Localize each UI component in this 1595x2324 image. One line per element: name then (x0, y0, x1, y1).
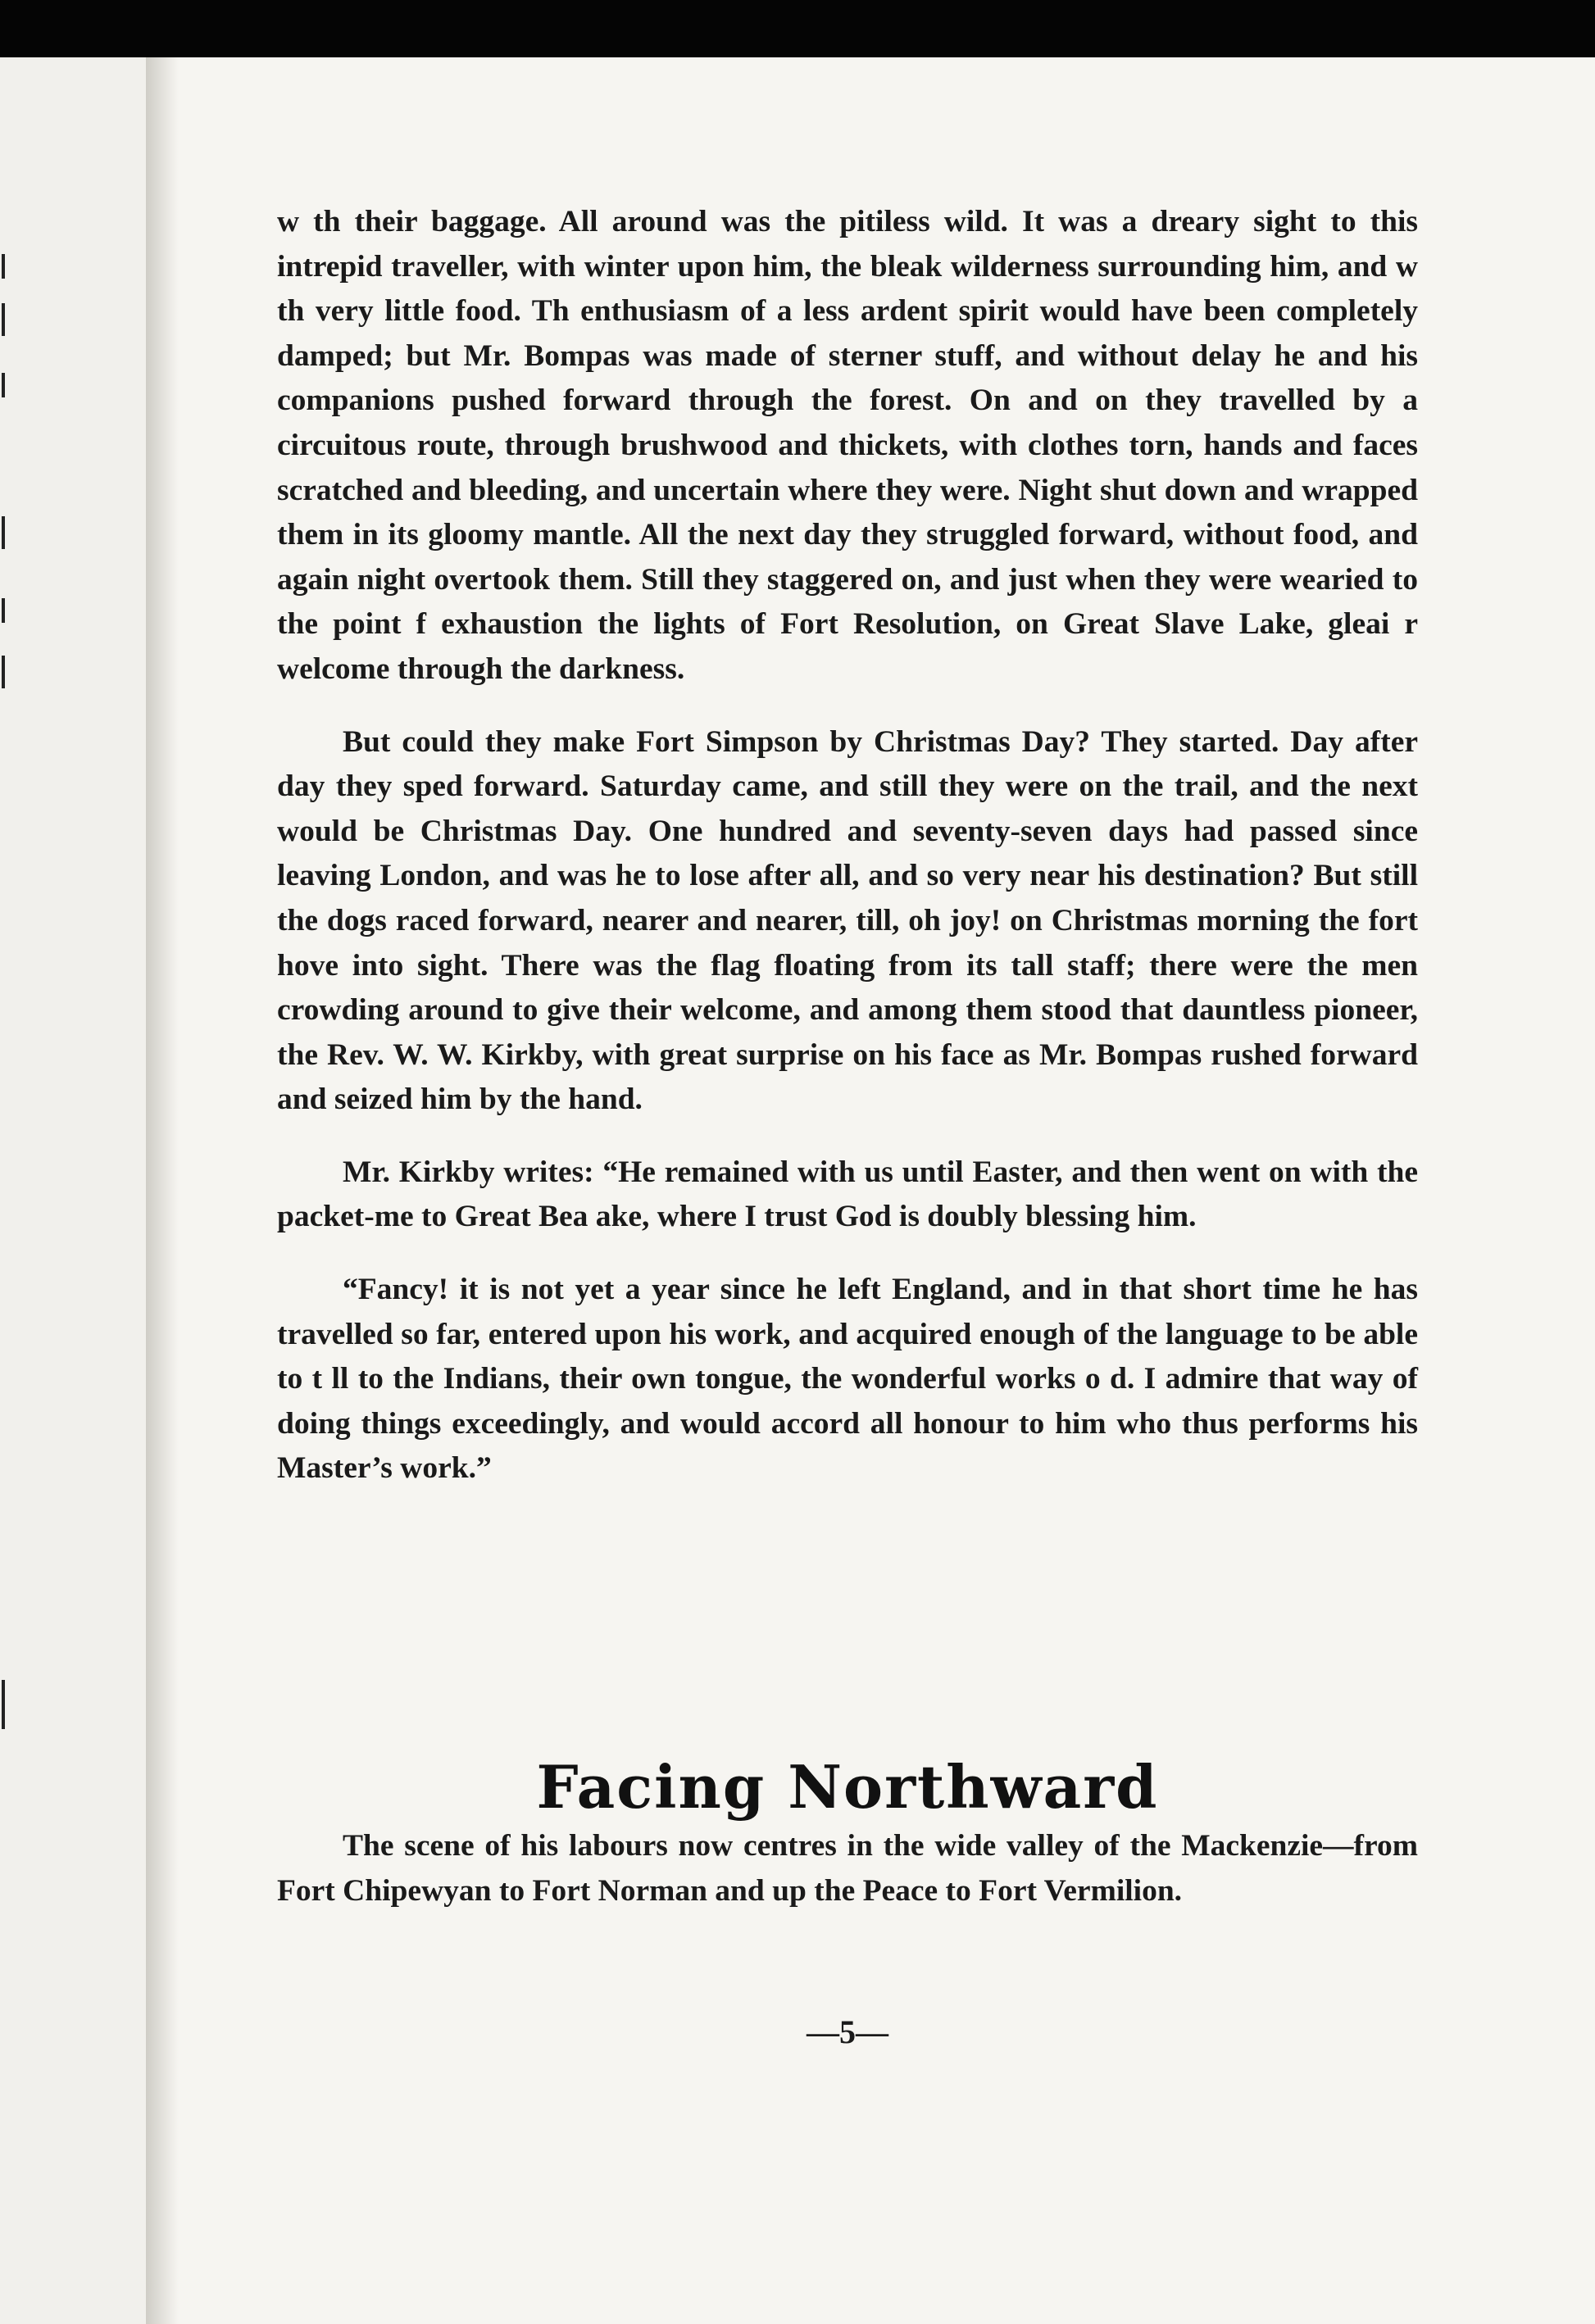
edge-mark (2, 373, 5, 397)
edge-mark (2, 656, 5, 688)
edge-mark (2, 516, 5, 549)
facing-page-edge (0, 57, 146, 2324)
section-body (277, 1824, 1418, 1913)
page-number: —5— (807, 2013, 888, 2050)
paragraph-3: Mr. Kirkby writes: “He remained with us until Easter, and then went on with the packet-me to Great Bea ake, where I trust God is doubly blessing him. (277, 1155, 1418, 1234)
paragraph-1: w th their baggage. All around was the pitiless wild. It was a dreary sight to this intrepid traveller, with winter upon him, the bleak wilderness surrounding him, and w th very little food. Th enthusiasm of a less ardent spirit would have been completely damped; but Mr. Bompas was made of sterner stuff, and without delay he and his companions pushed forward through the forest. On and on they travelled by a circuitous route, through brushwood and thickets, with clothes torn, hands and faces scratched and bleeding, and uncertain where they were. Night shut down and wrapped them in its gloomy mantle. All the next day they struggled forward, without food, and again night overtook them. Still they staggered on, and just when they were wearied to the point f exhaustion the lights of Fort Resolution, on Great Slave Lake, gleai r welcome through the darkness. (277, 205, 1418, 686)
gutter-shadow (146, 57, 179, 2324)
paragraph-5: The scene of his labours now centres in the wide valley of the Mackenzie—from Fort Chipewyan to Fort Norman and up the Peace to Fort Vermilion. (277, 1829, 1418, 1908)
edge-mark (2, 254, 5, 279)
edge-mark (2, 1680, 5, 1729)
paragraph-2: But could they make Fort Simpson by Christmas Day? They started. Day after day they sped forward. Saturday came, and still they were on the trail, and the next would be Christmas Day. One hundred and seventy-seven days had passed since leaving London, and was he to lose after all, and so very near his destination? But still the dogs raced forward, nearer and nearer, till, oh joy! on Christmas morning the fort hove into sight. There was the flag floating from its tall staff; there were the men crowding around to give their welcome, and among them stood that dauntless pioneer, the Rev. W. W. Kirkby, with great surprise on his face as Mr. Bompas rushed forward and seized him by the hand. (277, 724, 1418, 1117)
body-text (277, 200, 1418, 1491)
section-heading: Facing Northward (536, 1752, 1159, 1822)
paragraph-4: “Fancy! it is not yet a year since he left England, and in that short time he has travelled so far, entered upon his work, and acquired enough of the language to be able to t ll to the Indians, their own tongue, the wonderful works o d. I admire that way of doing things exceedingly, and would accord all honour to him who thus performs his Master’s work.” (277, 1273, 1418, 1486)
edge-mark (2, 303, 5, 336)
edge-mark (2, 598, 5, 623)
